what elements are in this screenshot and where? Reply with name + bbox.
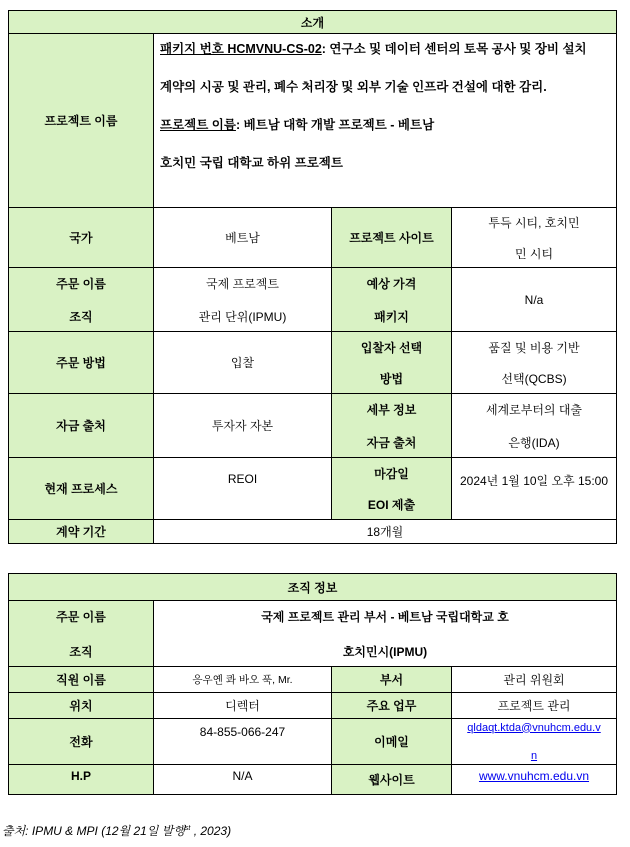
deadline-label-2: EOI 제출 bbox=[367, 497, 416, 512]
phone-label: 전화 bbox=[9, 719, 154, 765]
email-value-1[interactable]: qldaqt.ktda@vnuhcm.edu.v bbox=[467, 721, 601, 734]
site-label: 프로젝트 사이트 bbox=[332, 208, 452, 268]
web-label: 웹사이트 bbox=[332, 765, 452, 795]
project-name-label: 프로젝트 이름 bbox=[9, 34, 154, 208]
process-value: REOI bbox=[154, 458, 332, 520]
proj-text-2: 호치민 국립 대학교 하위 프로젝트 bbox=[160, 156, 343, 170]
site-value-1: 투득 시티, 호치민 bbox=[488, 215, 580, 230]
position-label: 위치 bbox=[9, 693, 154, 719]
country-label: 국가 bbox=[9, 208, 154, 268]
method-label: 주문 방법 bbox=[9, 332, 154, 394]
deadline-value: 2024년 1월 10일 오후 15:00 bbox=[452, 458, 617, 520]
source-prefix: 출처: IPMU & MPI (12월 21일 발행 bbox=[2, 824, 185, 838]
select-label-2: 방법 bbox=[379, 371, 404, 386]
fund-label: 자금 출처 bbox=[9, 394, 154, 458]
dept-label: 부서 bbox=[332, 667, 452, 693]
detail-label-1: 세부 정보 bbox=[366, 402, 417, 417]
staff-value: 응우옌 콰 바오 푹, Mr. bbox=[154, 667, 332, 693]
org-order-value-1: 국제 프로젝트 관리 부서 - 베트남 국립대학교 호 bbox=[261, 609, 509, 624]
org-order-label-2: 조직 bbox=[69, 644, 93, 659]
select-value-2: 선택(QCBS) bbox=[501, 371, 567, 386]
term-value: 18개월 bbox=[154, 520, 617, 544]
price-value: N/a bbox=[452, 268, 617, 332]
select-label-1: 입찰자 선택 bbox=[360, 340, 423, 355]
email-value-2[interactable]: n bbox=[530, 749, 538, 762]
fund-value: 투자자 자본 bbox=[154, 394, 332, 458]
intro-header: 소개 bbox=[9, 11, 617, 34]
detail-label-2: 자금 출처 bbox=[366, 435, 417, 450]
deadline-label-1: 마감일 bbox=[374, 466, 409, 481]
method-value: 입찰 bbox=[154, 332, 332, 394]
org-header: 조직 정보 bbox=[9, 574, 617, 601]
term-label: 계약 기간 bbox=[9, 520, 154, 544]
website-cell[interactable] bbox=[452, 765, 617, 795]
duty-label: 주요 업무 bbox=[332, 693, 452, 719]
detail-value-2: 은행(IDA) bbox=[508, 435, 560, 450]
intro-table bbox=[8, 10, 617, 544]
package-number-label: 패키지 번호 HCMVNU-CS-02 bbox=[160, 42, 322, 56]
hp-label: H.P bbox=[9, 765, 154, 795]
project-description bbox=[154, 34, 617, 208]
hp-value: N/A bbox=[154, 765, 332, 795]
phone-value: 84-855-066-247 bbox=[154, 719, 332, 765]
order-name-value-1: 국제 프로젝트 bbox=[206, 276, 279, 291]
org-order-value-2: 호치민시(IPMU) bbox=[342, 644, 428, 659]
source-caption bbox=[2, 822, 231, 839]
website-link[interactable]: www.vnuhcm.edu.vn bbox=[478, 769, 590, 783]
order-name-value-2: 관리 단위(IPMU) bbox=[198, 309, 287, 324]
proj-text-1: : 베트남 대학 개발 프로젝트 - 베트남 bbox=[235, 118, 435, 132]
package-text-1: : 연구소 및 데이터 센터의 토목 공사 및 장비 설치 bbox=[321, 42, 587, 56]
detail-value-1: 세계로부터의 대출 bbox=[485, 402, 583, 417]
email-label: 이메일 bbox=[332, 719, 452, 765]
org-order-label-1: 주문 이름 bbox=[56, 609, 106, 624]
site-value-2: 민 시티 bbox=[514, 246, 554, 261]
position-value: 디렉터 bbox=[154, 693, 332, 719]
order-name-label-1: 주문 이름 bbox=[56, 276, 106, 291]
dept-value: 관리 위원회 bbox=[452, 667, 617, 693]
package-text-2: 계약의 시공 및 관리, 폐수 처리장 및 외부 기술 인프라 건설에 대한 감리. bbox=[160, 80, 547, 94]
duty-value: 프로젝트 관리 bbox=[452, 693, 617, 719]
price-label-2: 패키지 bbox=[374, 309, 409, 324]
source-suffix: , 2023) bbox=[190, 824, 232, 838]
order-name-label-2: 조직 bbox=[69, 309, 93, 324]
select-value-1: 품질 및 비용 기반 bbox=[488, 340, 580, 355]
proj-name-label-inline: 프로젝트 이름 bbox=[160, 118, 236, 132]
price-label-1: 예상 가격 bbox=[366, 276, 417, 291]
source-sup: st bbox=[184, 825, 191, 832]
country-value: 베트남 bbox=[154, 208, 332, 268]
staff-label: 직원 이름 bbox=[9, 667, 154, 693]
email-link[interactable] bbox=[452, 719, 617, 765]
org-table bbox=[8, 573, 617, 795]
process-label: 현재 프로세스 bbox=[9, 458, 154, 520]
